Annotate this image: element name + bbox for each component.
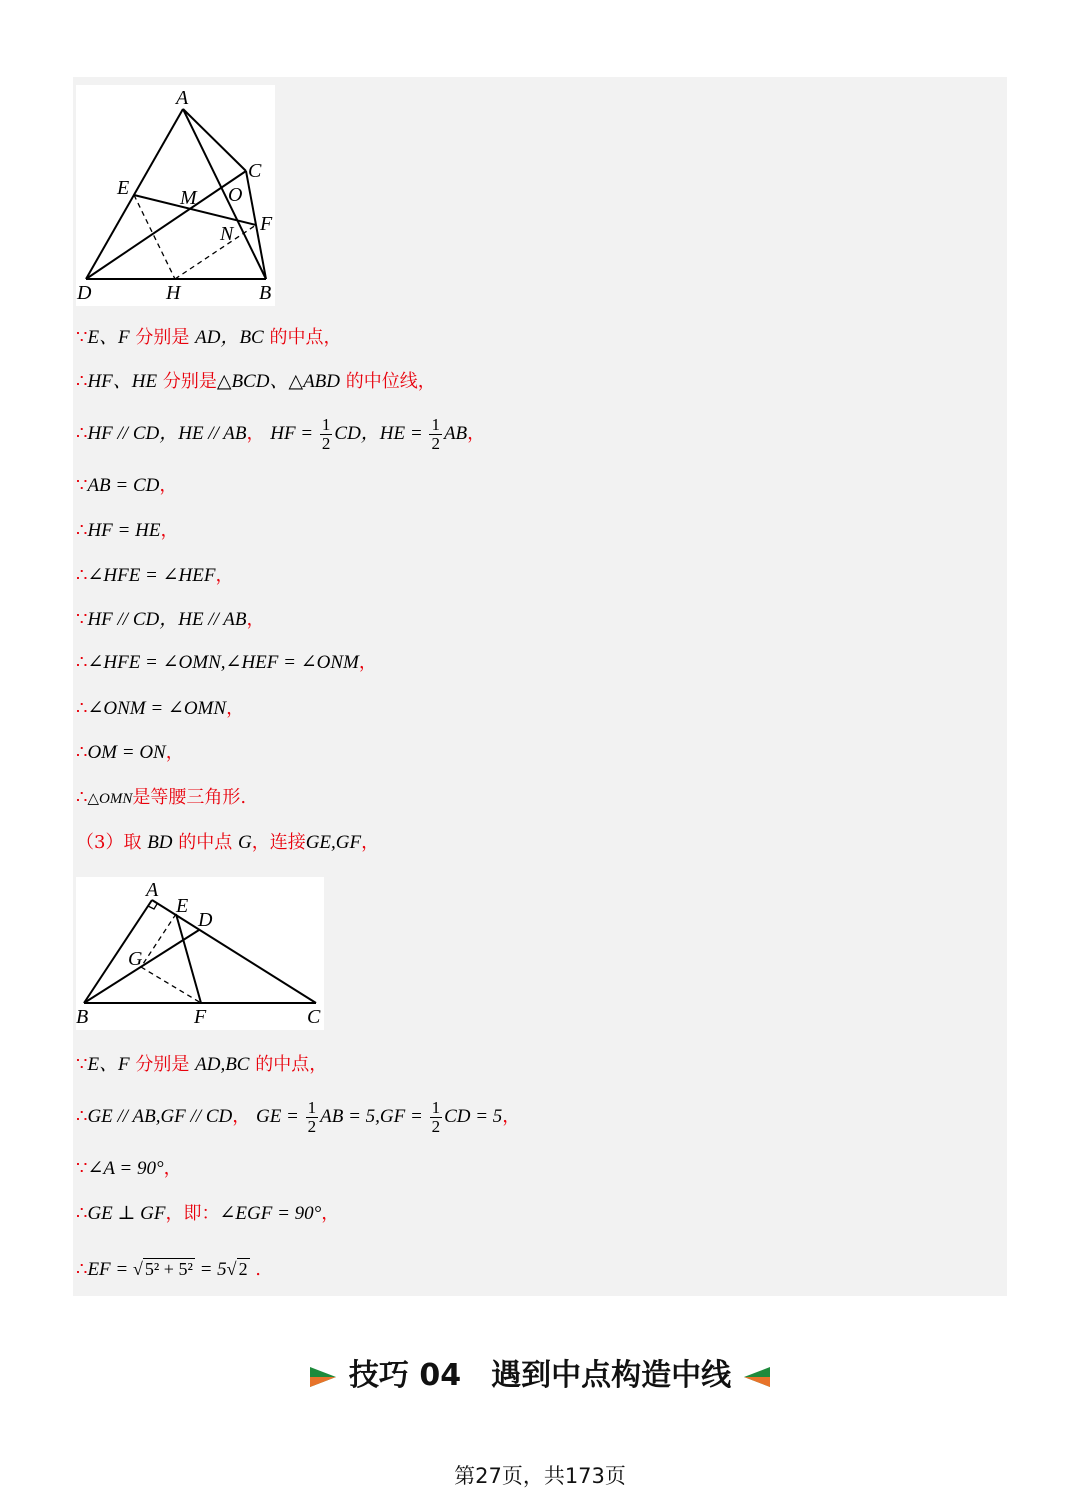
solution-line-17: ∴EF = √ 5² + 5² = 5√ 2 . (76, 1259, 262, 1280)
fraction-half: $\frac{1}{2}$ (431, 414, 440, 453)
label-E: E (117, 177, 130, 199)
section-heading (0, 1350, 1080, 1394)
solution-line-5: ∴HF = HE， (76, 520, 179, 541)
label-O: O (228, 184, 243, 206)
label-F: F (194, 1006, 207, 1028)
label-M: M (180, 187, 197, 209)
fraction-half: $\frac{1}{2}$ (431, 1097, 441, 1136)
figure-right-triangle (76, 877, 324, 1030)
label-A: A (176, 87, 189, 109)
solution-line-1: ∵E、F 分别是 AD，BC 的中点， (76, 327, 342, 348)
fraction-half: $\frac{1}{2}$ (307, 1097, 317, 1136)
figure-quadrilateral (76, 85, 275, 306)
solution-line-7: ∵HF // CD，HE // AB， (76, 609, 265, 630)
page-number: 第27页，共173页 (454, 1464, 626, 1488)
label-H: H (166, 282, 181, 304)
solution-line-4: ∵AB = CD， (76, 475, 178, 496)
square-root: √ 2 (226, 1259, 248, 1279)
label-F: F (260, 213, 273, 235)
solution-line-15: ∵∠A = 90°， (76, 1158, 182, 1179)
label-D: D (77, 282, 92, 304)
label-A: A (146, 879, 159, 901)
solution-line-12: （3）取 BD 的中点 G，连接GE,GF， (76, 832, 380, 853)
solution-line-3: ∴HF // CD，HE // AB， HF = $\frac{1}{2}$ CD，HE = $\frac{1}{2}$ AB， (76, 414, 486, 453)
solution-line-16: ∴GE ⊥ GF，即：∠EGF = 90°， (76, 1203, 340, 1224)
label-C: C (248, 160, 262, 182)
solution-line-14: ∴GE // AB,GF // CD， GE = $\frac{1}{2}$ AB = 5,GF = $\frac{1}{2}$ CD = 5， (76, 1097, 521, 1136)
square-root: √ 5² + 5² (133, 1259, 193, 1279)
figure-quadrilateral-svg (76, 85, 275, 306)
label-B: B (259, 282, 272, 304)
solution-line-13: ∵E、F 分别是 AD,BC 的中点， (76, 1054, 328, 1075)
label-D: D (198, 909, 213, 931)
solution-line-10: ∴OM = ON， (76, 742, 184, 763)
label-C: C (307, 1006, 321, 1028)
label-N: N (220, 223, 234, 245)
figure-right-triangle-svg (76, 877, 324, 1030)
solution-line-2: ∴HF、HE 分别是△BCD、△ABD 的中位线， (76, 371, 436, 392)
solution-line-9: ∴∠ONM = ∠OMN， (76, 698, 245, 719)
solution-line-8: ∴∠HFE = ∠OMN,∠HEF = ∠ONM， (76, 652, 377, 673)
label-B: B (76, 1006, 89, 1028)
label-G: G (128, 948, 143, 970)
arrow-left-icon (742, 1366, 772, 1388)
section-heading-text: 技巧 04 遇到中点构造中线 (348, 1358, 732, 1393)
label-E: E (176, 895, 189, 917)
solution-line-6: ∴∠HFE = ∠HEF， (76, 565, 234, 586)
solution-line-11: ∴△OMN是等腰三角形. (76, 787, 247, 808)
arrow-right-icon (308, 1366, 338, 1388)
fraction-half: $\frac{1}{2}$ (321, 414, 331, 453)
